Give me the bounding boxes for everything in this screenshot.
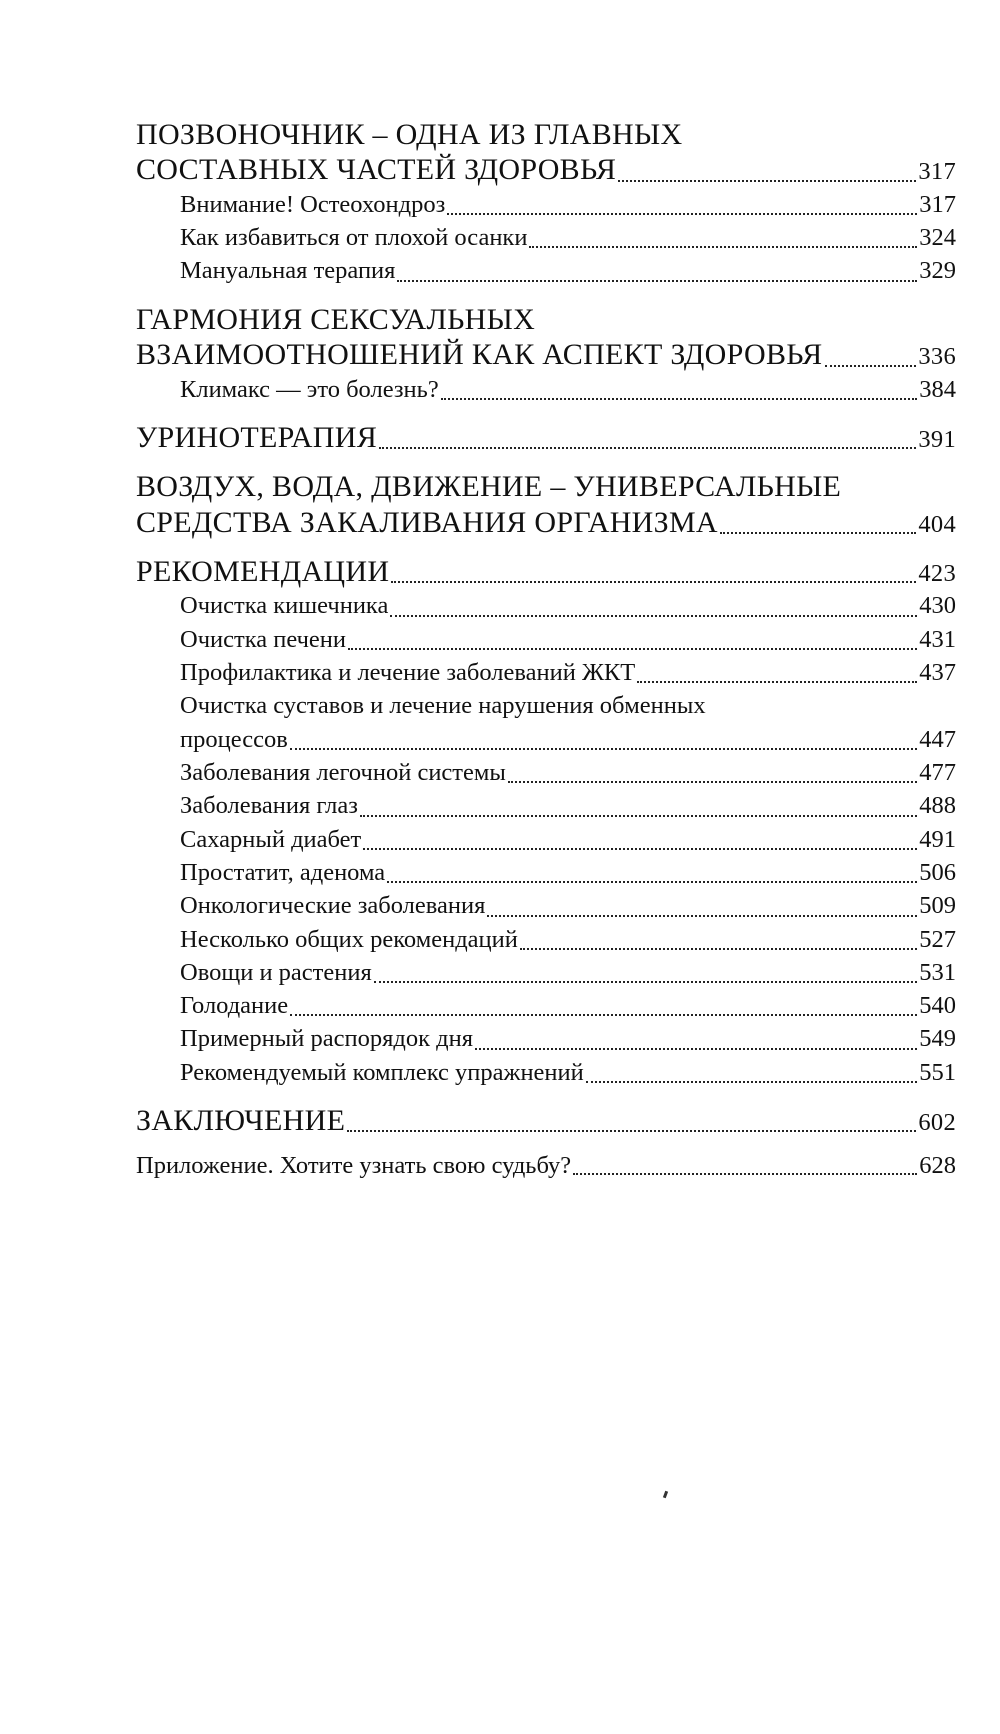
- page-number: 391: [918, 425, 956, 453]
- chapter-title-line: ГАРМОНИЯ СЕКСУАЛЬНЫХ: [136, 302, 536, 336]
- dot-leader: [637, 681, 917, 683]
- page-number: 404: [918, 510, 956, 538]
- chapter-title-line: УРИНОТЕРАПИЯ: [136, 420, 378, 454]
- dot-leader: [618, 180, 916, 182]
- page-number: 602: [918, 1109, 956, 1137]
- toc-section: [136, 302, 956, 406]
- dot-leader: [391, 581, 916, 583]
- dot-leader: [720, 532, 916, 534]
- subsection-entry[interactable]: [180, 623, 956, 656]
- subsection-title: Рекомендуемый комплекс упражнений: [180, 1058, 584, 1086]
- dot-leader: [529, 246, 917, 248]
- chapter-entry[interactable]: [136, 554, 956, 589]
- dot-leader: [379, 447, 916, 449]
- page-number: 488: [919, 792, 956, 820]
- subsection-list: [136, 373, 956, 406]
- subsection-list: [136, 188, 956, 288]
- subsection-entry[interactable]: [180, 1056, 956, 1089]
- page-number: 477: [919, 758, 956, 786]
- subsection-title: Сахарный диабет: [180, 825, 362, 853]
- page-number: 531: [919, 958, 956, 986]
- page-number: 423: [918, 559, 956, 587]
- page-number: 447: [919, 725, 956, 753]
- toc-section: [136, 420, 956, 455]
- subsection-entry[interactable]: [180, 789, 956, 822]
- chapter-title-line: ВОЗДУХ, ВОДА, ДВИЖЕНИЕ – УНИВЕРСАЛЬНЫЕ: [136, 470, 842, 504]
- page-number: 540: [919, 992, 956, 1020]
- page-number: 628: [919, 1152, 956, 1180]
- dot-leader: [487, 915, 917, 917]
- dot-leader: [347, 1130, 916, 1132]
- subsection-entry[interactable]: [180, 889, 956, 922]
- dot-leader: [390, 615, 917, 617]
- appendix-entry[interactable]: [136, 1152, 956, 1181]
- page-number: 551: [919, 1058, 956, 1086]
- subsection-entry[interactable]: [180, 689, 956, 756]
- page-number: 317: [918, 158, 956, 186]
- dot-leader: [573, 1173, 917, 1175]
- page-number: 491: [919, 825, 956, 853]
- subsection-entry[interactable]: [180, 656, 956, 689]
- page-number: 549: [919, 1025, 956, 1053]
- subsection-entry[interactable]: [180, 923, 956, 956]
- subsection-title: Простатит, аденома: [180, 858, 386, 886]
- page-number: 336: [918, 343, 956, 371]
- dot-leader: [290, 748, 917, 750]
- dot-leader: [508, 781, 917, 783]
- dot-leader: [825, 365, 917, 367]
- chapter-entry[interactable]: [136, 1103, 956, 1138]
- dot-leader: [360, 815, 917, 817]
- chapter-title-line: РЕКОМЕНДАЦИИ: [136, 554, 390, 588]
- toc-section: [136, 1103, 956, 1138]
- page-number: 317: [919, 190, 956, 218]
- dot-leader: [374, 981, 917, 983]
- dot-leader: [520, 948, 917, 950]
- page-number: 384: [919, 375, 956, 403]
- toc-section: [136, 554, 956, 1089]
- subsection-title: Онкологические заболевания: [180, 892, 486, 920]
- page-number: 329: [919, 257, 956, 285]
- subsection-title: Мануальная терапия: [180, 257, 396, 285]
- subsection-title: Как избавиться от плохой осанки: [180, 224, 528, 252]
- chapter-entry[interactable]: [136, 420, 956, 455]
- page-number: 509: [919, 892, 956, 920]
- table-of-contents: [136, 117, 956, 1195]
- dot-leader: [586, 1081, 917, 1083]
- subsection-entry[interactable]: [180, 856, 956, 889]
- toc-section: [136, 117, 956, 288]
- subsection-entry[interactable]: [180, 589, 956, 622]
- subsection-title: Очистка суставов и лечение нарушения обменных: [180, 692, 706, 720]
- subsection-title: Климакс — это болезнь?: [180, 375, 439, 403]
- page-number: 324: [919, 224, 956, 252]
- page-number: 430: [919, 592, 956, 620]
- subsection-title: Очистка печени: [180, 625, 347, 653]
- dot-leader: [475, 1048, 917, 1050]
- dot-leader: [387, 881, 917, 883]
- subsection-title: Заболевания глаз: [180, 792, 358, 820]
- subsection-entry[interactable]: [180, 989, 956, 1022]
- subsection-title: Очистка кишечника: [180, 592, 389, 620]
- chapter-title-line: ПОЗВОНОЧНИК – ОДНА ИЗ ГЛАВНЫХ: [136, 118, 683, 151]
- dot-leader: [397, 280, 917, 282]
- subsection-list: [136, 589, 956, 1089]
- subsection-title: Профилактика и лечение заболеваний ЖКТ: [180, 659, 636, 686]
- subsection-entry[interactable]: [180, 188, 956, 221]
- subsection-entry[interactable]: [180, 956, 956, 989]
- toc-section: [136, 1152, 956, 1181]
- dot-leader: [290, 1014, 917, 1016]
- chapter-title-line: ЗАКЛЮЧЕНИЕ: [136, 1104, 346, 1138]
- dot-leader: [441, 398, 918, 400]
- page-number: 431: [919, 625, 956, 653]
- subsection-title: процессов: [180, 725, 288, 753]
- page-number: 527: [919, 925, 956, 953]
- print-speck: [663, 1491, 668, 1499]
- appendix-title: Приложение. Хотите узнать свою судьбу?: [136, 1152, 572, 1180]
- subsection-entry[interactable]: [180, 373, 956, 406]
- subsection-entry[interactable]: [180, 823, 956, 856]
- page-number: 506: [919, 858, 956, 886]
- chapter-entry[interactable]: [136, 302, 956, 373]
- dot-leader: [447, 213, 917, 215]
- subsection-title: Несколько общих рекомендаций: [180, 925, 518, 953]
- subsection-entry[interactable]: [180, 221, 956, 254]
- subsection-title: Внимание! Остеохондроз: [180, 190, 446, 218]
- dot-leader: [363, 848, 917, 850]
- dot-leader: [348, 648, 917, 650]
- subsection-entry[interactable]: [180, 756, 956, 789]
- page-number: 437: [919, 659, 956, 686]
- toc-section: [136, 469, 956, 540]
- chapter-title-line: СРЕДСТВА ЗАКАЛИВАНИЯ ОРГАНИЗМА: [136, 505, 718, 539]
- subsection-title: Заболевания легочной системы: [180, 758, 506, 786]
- subsection-title: Голодание: [180, 992, 289, 1020]
- subsection-entry[interactable]: [180, 1022, 956, 1055]
- subsection-title: Примерный распорядок дня: [180, 1025, 473, 1053]
- chapter-entry[interactable]: [136, 469, 956, 540]
- chapter-title-line: СОСТАВНЫХ ЧАСТЕЙ ЗДОРОВЬЯ: [136, 153, 617, 187]
- subsection-title: Овощи и растения: [180, 958, 372, 986]
- chapter-title-line: ВЗАИМООТНОШЕНИЙ КАК АСПЕКТ ЗДОРОВЬЯ: [136, 338, 823, 372]
- subsection-entry[interactable]: [180, 254, 956, 287]
- chapter-entry[interactable]: [136, 117, 956, 188]
